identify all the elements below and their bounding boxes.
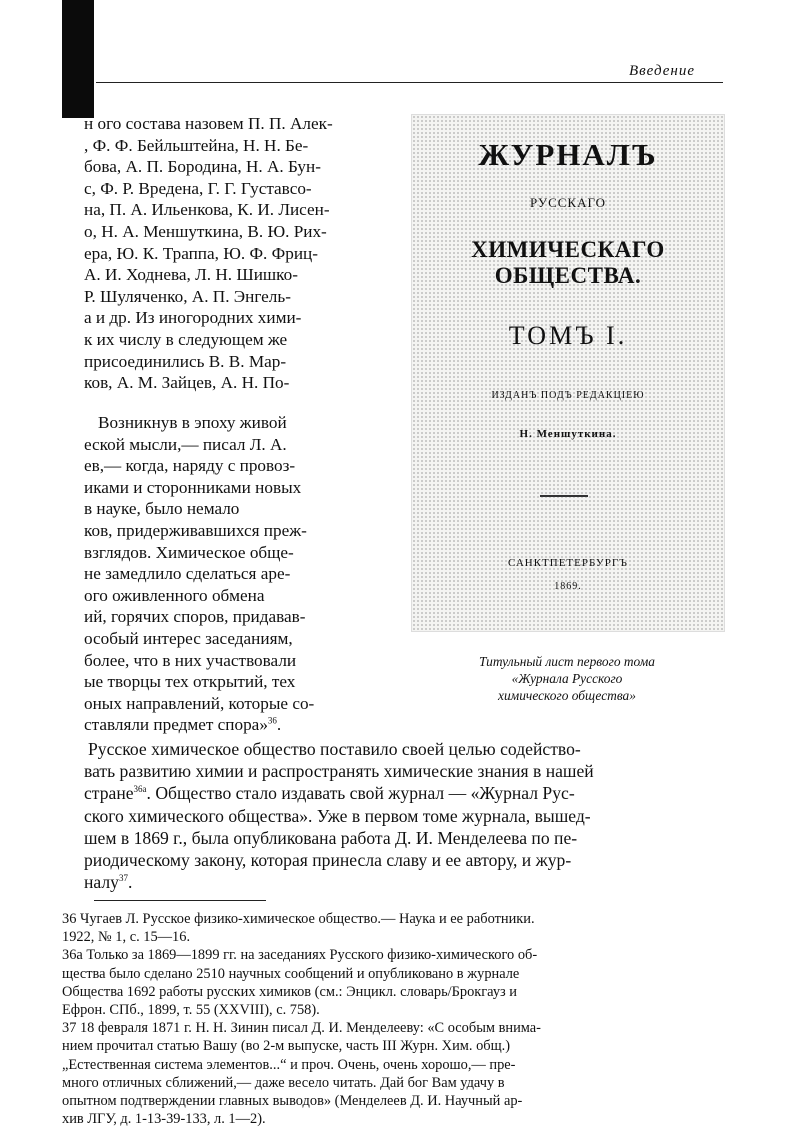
text-line: шем в 1869 г., была опубликована работа Д. И. Менделеева по пе- [84, 827, 578, 848]
text-line: ков, придерживавшихся преж- [84, 520, 307, 540]
text-line: особый интерес заседаниям, [84, 628, 293, 648]
text-line: , Ф. Ф. Бейльштейна, Н. Н. Бе- [84, 135, 309, 155]
footnote-line: много отличных сближений,— даже весело читать. Дай бог Вам удачу в [62, 1074, 505, 1091]
footnote-ref: 37 [118, 873, 128, 884]
text-line: ого оживленного обмена [84, 585, 265, 605]
footnote-ref: 36а [133, 784, 147, 795]
scan-edge-shadow [62, 0, 94, 118]
text-line [84, 782, 724, 804]
footnote-line: „Естественная система элементов...“ и проч. Очень, очень хорошо,— пре- [62, 1056, 516, 1073]
text-fragment: . [127, 872, 133, 893]
footnote-line: Ефрон. СПб., 1899, т. 55 (XXVIII), с. 758). [62, 1002, 320, 1019]
footnote-line: 36 Чугаев Л. Русское физико-химическое общество.— Наука и ее работники. [62, 911, 535, 927]
text-line: в науке, было немало [84, 499, 240, 519]
text-line: а и др. Из иногородних хими- [84, 308, 302, 328]
figure-volume: ТОМЪ I. [508, 321, 628, 350]
footnote-line: 36а Только за 1869—1899 гг. на заседаниях Русского физико-химического об- [62, 947, 538, 964]
text-line: оных направлений, которые со- [84, 693, 315, 713]
running-header [96, 62, 723, 83]
text-line [84, 871, 724, 893]
footnote-line: 37 18 февраля 1871 г. Н. Н. Зинин писал Д. И. Менделееву: «С особым внима- [62, 1020, 541, 1037]
text-line: А. И. Ходнева, Л. Н. Шишко- [84, 265, 298, 285]
text-line: иками и сторонниками новых [84, 477, 302, 497]
figure-city: САНКТПЕТЕРБУРГЪ [508, 557, 628, 569]
footnote-line: нием прочитал статью Вашу (во 2-м выпуске, часть III Журн. Хим. общ.) [62, 1038, 511, 1055]
text-line: присоединились В. В. Мар- [84, 351, 287, 371]
left-column-paragraph-1 [84, 113, 394, 394]
text-line: ев,— когда, наряду с провоз- [84, 456, 296, 476]
text-fragment: . [276, 715, 282, 735]
text-line: с, Ф. Р. Вредена, Г. Г. Густавсо- [84, 178, 312, 198]
caption-line: Титульный лист первого тома [479, 654, 655, 669]
text-line: Р. Шуляченко, А. П. Энгель- [84, 286, 291, 306]
text-line: ые творцы тех открытий, тех [84, 672, 296, 692]
footnotes [62, 910, 728, 1128]
text-fragment: ставляли предмет спора» [84, 715, 268, 735]
figure-year: 1869. [554, 581, 582, 592]
footnote-line: хив ЛГУ, д. 1-13-39-133, л. 1—2). [62, 1111, 266, 1128]
text-line: к их числу в следующем же [84, 329, 288, 349]
text-line: ий, горячих споров, придавав- [84, 607, 306, 627]
body-paragraph [84, 738, 724, 893]
figure-title-journal: ЖУРНАЛЪ [478, 137, 658, 172]
text-line: еской мысли,— писал Л. А. [84, 434, 287, 454]
figure-divider [540, 495, 588, 497]
text-line: н ого состава назовем П. П. Алек- [84, 114, 333, 133]
left-column-paragraph-2 [84, 412, 394, 736]
running-header-title: Введение [629, 63, 695, 79]
figure-title-society: ХИМИЧЕСКАГО ОБЩЕСТВА. [471, 237, 665, 288]
text-line: на, П. А. Ильенкова, К. И. Лисен- [84, 200, 330, 220]
caption-line: химического общества» [498, 688, 636, 703]
footnote-line: Общества 1692 работы русских химиков (см.: Энцикл. словарь/Брокгауз и [62, 983, 518, 1000]
text-line: Возникнув в эпоху живой [98, 413, 287, 432]
footnote-separator [94, 900, 266, 901]
text-line [84, 714, 394, 736]
text-line: ера, Ю. К. Траппа, Ю. Ф. Фриц- [84, 243, 318, 263]
caption-line: «Журнала Русского [511, 671, 623, 686]
text-line: ского химического общества». Уже в первом томе журнала, вышед- [84, 805, 591, 826]
text-line: ков, А. М. Зайцев, А. Н. По- [84, 373, 290, 393]
text-fragment: . Общество стало издавать свой журнал — «Журнал Рус- [146, 783, 575, 804]
footnote-ref: 36 [267, 715, 277, 726]
text-line: бова, А. П. Бородина, Н. А. Бун- [84, 157, 321, 177]
figure-editor-line: ИЗДАНЪ ПОДЪ РЕДАКЦІЕЮ [491, 390, 645, 401]
footnote-line: 1922, № 1, с. 15—16. [62, 929, 191, 946]
figure-caption [412, 653, 722, 704]
text-fragment: налу [84, 872, 119, 893]
text-line: о, Н. А. Меншуткина, В. Ю. Рих- [84, 221, 327, 241]
figure-title-russian: РУССКАГО [529, 195, 607, 210]
text-line: вать развитию химии и распространять химические знания в нашей [84, 761, 594, 782]
text-line: взглядов. Химическое обще- [84, 542, 294, 562]
footnote-line: щества было сделано 2510 научных сообщений и опубликовано в журнале [62, 965, 520, 982]
figure-editor-name: Н. Меншуткина. [519, 428, 617, 440]
text-fragment: стране [84, 783, 134, 804]
text-line: более, что в них участвовали [84, 650, 297, 670]
text-line: не замедлило сделаться аре- [84, 564, 291, 584]
footnote-line: опытном подтверждении главных выводов» (Менделеев Д. И. Научный ар- [62, 1093, 523, 1110]
text-line: риодическому закону, которая принесла славу и ее автору, и жур- [84, 850, 572, 871]
text-line: Русское химическое общество поставило своей целью содейство- [88, 739, 581, 759]
title-page-figure [411, 114, 725, 632]
